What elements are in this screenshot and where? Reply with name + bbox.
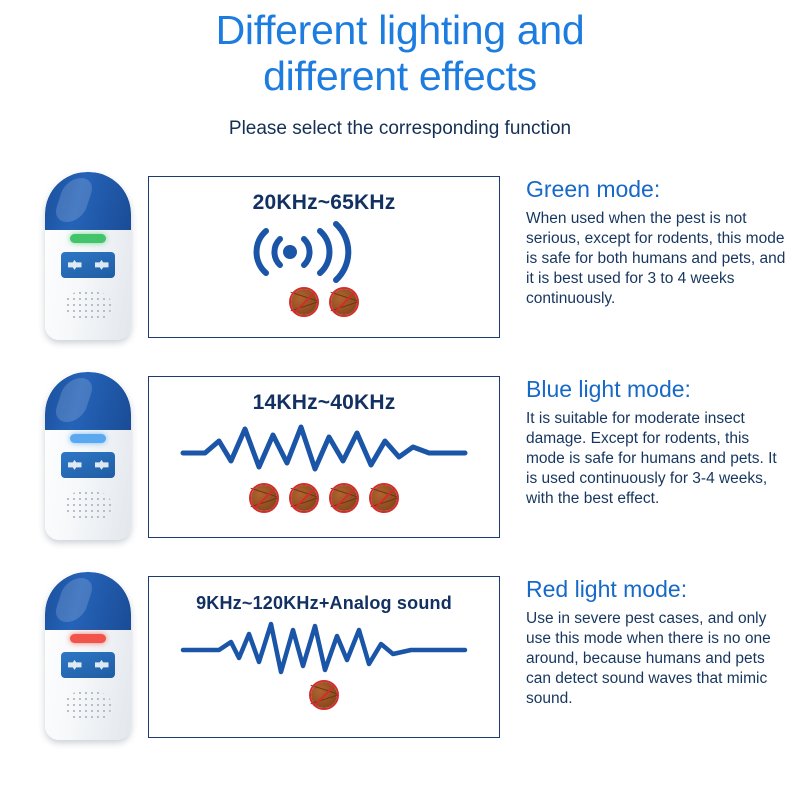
mode-heading-green: Green mode: <box>526 175 661 202</box>
device-speaker-grill <box>65 490 111 522</box>
device-screen-glyph <box>68 460 82 470</box>
mouse-blocked-icon <box>249 483 279 513</box>
mode-panel-green <box>148 176 500 338</box>
mode-description-blue: It is suitable for moderate insect damage. Except for rodents, this mode is safe for humans and pets. It is used continuously for 3-4 weeks, with the best effect. <box>526 409 777 508</box>
repeller-device <box>45 372 131 540</box>
device-speaker-grill <box>65 690 111 722</box>
mode-row-green <box>0 162 800 362</box>
mode-description-red: Use in severe pest cases, and only use this mode when there is no one around, because humans and pets can detect sound waves that mimic sound. <box>526 609 771 708</box>
mode-info-green <box>500 162 800 310</box>
page-title-line-1: Different lighting and <box>215 7 585 53</box>
device-speaker-grill <box>65 290 111 322</box>
mode-description-green: When used when the pest is not serious, except for rodents, this mode is safe for both humans and pets, and it is best used for 3 to 4 weeks continuously. <box>526 209 786 308</box>
sound-waves-icon <box>149 221 499 283</box>
mosquito-blocked-icon <box>289 287 319 317</box>
device-cap <box>45 372 131 430</box>
device-led-red <box>70 634 106 643</box>
cockroach-blocked-icon <box>329 483 359 513</box>
mode-list <box>0 162 800 762</box>
pest-icons-green <box>149 287 499 317</box>
frequency-label-green: 20KHz~65KHz <box>252 190 396 214</box>
device-screen-glyph <box>95 660 109 670</box>
mouse-blocked-icon <box>309 680 339 710</box>
mode-heading-blue: Blue light mode: <box>526 375 691 402</box>
device-screen <box>61 252 115 278</box>
spider-blocked-icon <box>329 287 359 317</box>
mode-heading-red: Red light mode: <box>526 575 688 602</box>
mode-row-red <box>0 562 800 762</box>
waveform-icon <box>149 421 499 479</box>
spider-blocked-icon <box>369 483 399 513</box>
page-title <box>80 8 720 100</box>
mode-info-red <box>500 562 800 710</box>
mode-panel-blue <box>148 376 500 538</box>
device-led-blue <box>70 434 106 443</box>
device-cap <box>45 572 131 630</box>
frequency-label-blue: 14KHz~40KHz <box>252 390 396 414</box>
mosquito-blocked-icon <box>289 483 319 513</box>
device-screen-glyph <box>68 260 82 270</box>
device-cap <box>45 172 131 230</box>
pest-icons-red <box>149 680 499 710</box>
device-image-blue <box>28 362 148 540</box>
device-image-green <box>28 162 148 340</box>
page-subtitle: Please select the corresponding function <box>228 117 572 139</box>
device-screen <box>61 452 115 478</box>
device-screen-glyph <box>95 260 109 270</box>
device-led-green <box>70 234 106 243</box>
device-image-red <box>28 562 148 740</box>
device-screen-glyph <box>95 460 109 470</box>
repeller-device <box>45 172 131 340</box>
repeller-device <box>45 572 131 740</box>
page-header <box>0 0 800 140</box>
page-title-line-2: different effects <box>263 52 537 99</box>
pest-icons-blue <box>149 483 499 513</box>
device-screen <box>61 652 115 678</box>
mode-panel-red <box>148 576 500 738</box>
spiky-waveform-icon <box>149 620 499 676</box>
frequency-label-red: 9KHz~120KHz+Analog sound <box>196 592 452 613</box>
mode-info-blue <box>500 362 800 510</box>
mode-row-blue <box>0 362 800 562</box>
device-screen-glyph <box>68 660 82 670</box>
